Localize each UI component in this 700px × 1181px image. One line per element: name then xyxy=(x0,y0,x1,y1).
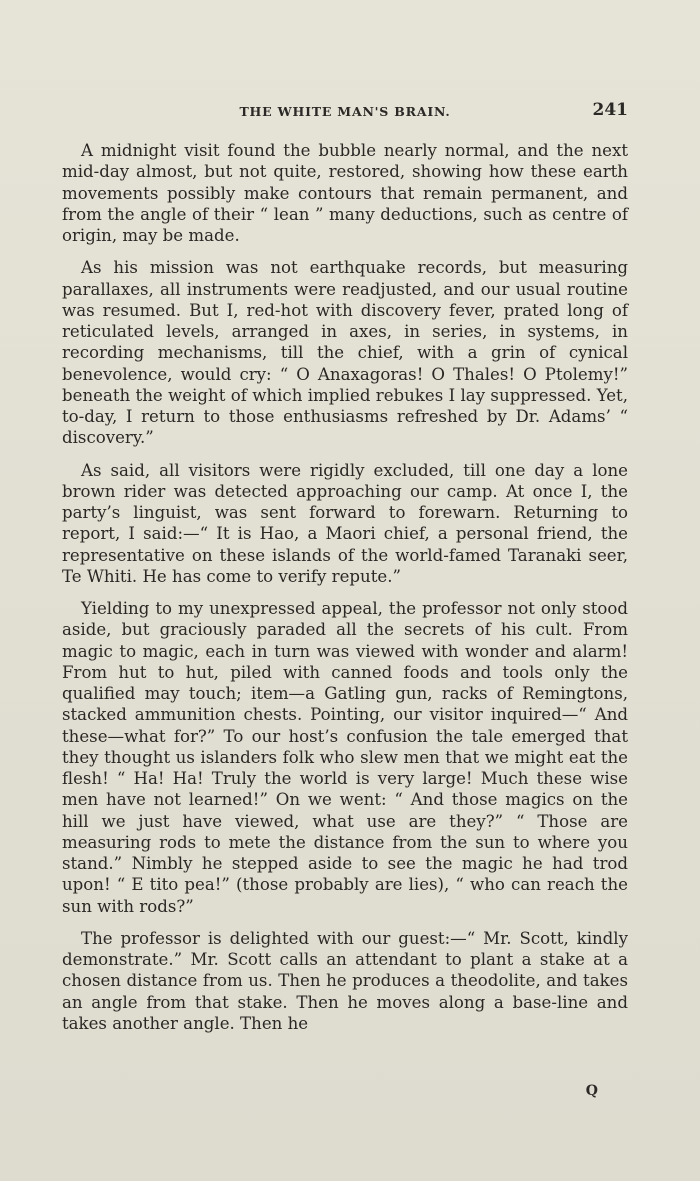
page-header xyxy=(62,100,628,124)
paragraph-4: Yielding to my unexpressed appeal, the professor not only stood aside, but graciously paraded all the secrets of his cult. From magic to magic, each in turn was viewed with wonder and alarm! From hut to hut, piled with canned foods and tools only the qualified may touch; item—a Gatling gun, racks of Remingtons, stacked ammunition chests. Pointing, our visitor inquired—“ And these—what for?” To our host’s confusion the tale emerged that they thought us islanders folk who slew men that we might eat the flesh! “ Ha! Ha! Truly the world is very large! Much these wise men have not learned!” On we went: “ And those magics on the hill we just have viewed, what use are they?” “ Those are measuring rods to mete the distance from the sun to where you stand.” Nimbly he stepped aside to see the magic he had trod upon! “ E tito pea!” (those probably are lies), “ who can reach the sun with rods?” xyxy=(62,599,628,916)
paragraph-5: The professor is delighted with our guest:—“ Mr. Scott, kindly demonstrate.” Mr. Scott calls an attendant to plant a stake at a chosen distance from us. Then he produces a theodolite, and takes an angle from that stake. Then he moves along a base-line and takes another angle. Then he xyxy=(62,928,628,1033)
paragraph-2: As his mission was not earthquake records, but measuring parallaxes, all instruments were readjusted, and our usual routine was resumed. But I, red-hot with discovery fever, prated long of reticulated levels, arranged in axes, in series, in systems, in recording mechanisms, till the chief, with a grin of cynical benevolence, would cry: “ O Anaxagoras! O Thales! O Ptolemy!” beneath the weight of which implied rebukes I lay suppressed. Yet, to-day, I return to those enthusiasms refreshed by Dr. Adams’ “ discovery.” xyxy=(62,258,628,448)
signature-mark: Q xyxy=(585,1083,598,1099)
page-number: 241 xyxy=(592,100,628,120)
paragraph-1: A midnight visit found the bubble nearly normal, and the next mid-day almost, but not quite, restored, showing how these earth movements possibly make contours that remain permanent, and from the angle of their “ lean ” many deductions, such as centre of origin, may be made. xyxy=(62,141,628,245)
running-head: THE WHITE MAN'S BRAIN. xyxy=(239,104,451,119)
paragraph-3: As said, all visitors were rigidly excluded, till one day a lone brown rider was detected approaching our camp. At once I, the party’s linguist, was sent forward to forewarn. Returning to report, I said:—“ It is Hao, a Maori chief, a personal friend, the representative on these islands of the world-famed Taranaki seer, Te Whiti. He has come to verify repute.” xyxy=(62,460,628,586)
body-text xyxy=(62,140,628,1045)
